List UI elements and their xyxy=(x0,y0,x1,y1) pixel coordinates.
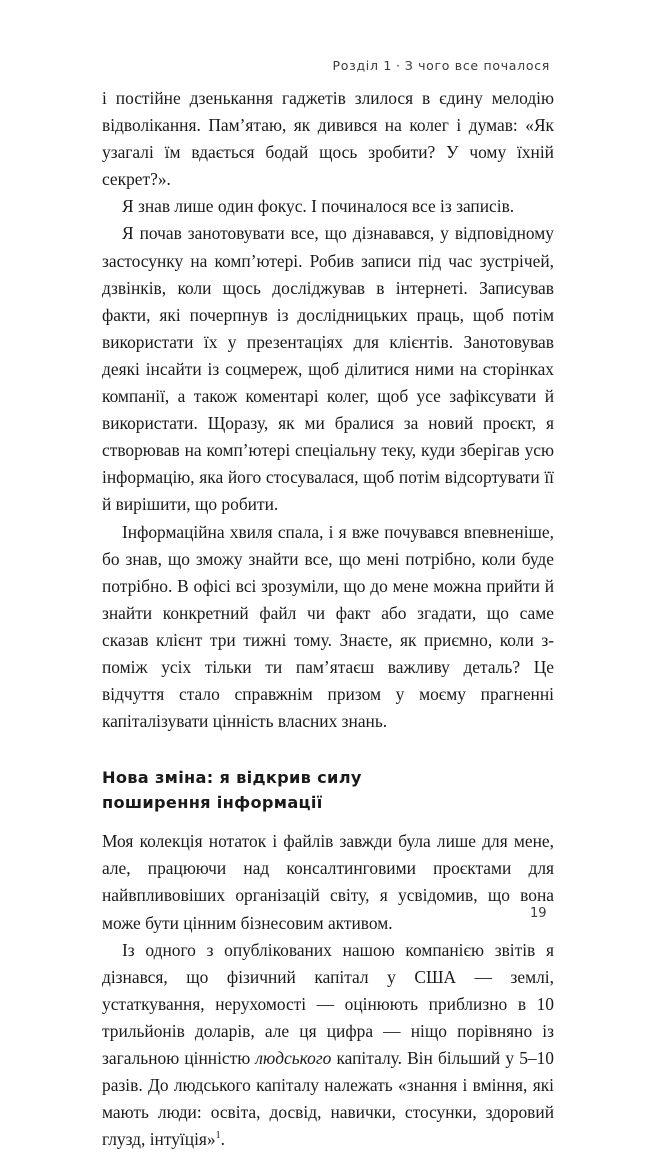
section-heading-line-1: Нова зміна: я відкрив силу xyxy=(102,768,362,788)
paragraph: Я знав лише один фокус. І починалося все із записів. xyxy=(122,196,515,217)
paragraph: Моя колекція нотаток і файлів завжди була лише для мене, але, працюючи над консалтинговими проєктами для найвпливовіших організацій світу, я усвідомив, що вона може бути цінним бізнесовим активом. xyxy=(102,831,554,933)
footnote-marker: 1 xyxy=(215,1130,221,1142)
header-separator: · xyxy=(396,58,401,73)
paragraph-continued: і постійне дзенькання гаджетів злилося в єдину мелодію відволікання. Пам’ятаю, як дивився на колег і думав: «Як узагалі їм вдається бодай щось зробити? У чому їхній секрет?». xyxy=(102,88,554,190)
section-heading-line-2: поширення інформації xyxy=(102,793,323,813)
section-heading xyxy=(102,765,554,815)
chapter-title: З чого все почалося xyxy=(404,58,550,73)
text-run: капіталу. Він більший у 5–10 разів. До людського капіталу належать «знання і вміння, які мають люди: освіта, досвід, навички, стосунки, здоровий глузд, інтуїція» xyxy=(102,1048,554,1150)
italic-word: людського xyxy=(255,1048,332,1068)
text-run: Із одного з опублікованих нашою компанією звітів я дізнався, що фізичний капітал у США — землі, устаткування, нерухомості — оцінюють приблизно в 10 трильйонів доларів, але ця цифра — ніщо порівняно із загальною цінністю xyxy=(102,939,554,1068)
body-text xyxy=(102,85,554,1153)
running-header xyxy=(333,58,550,73)
paragraph: Я почав занотовувати все, що дізнавався, у відповідному застосунку на комп’ютері. Робив записи під час зустрічей, дзвінків, коли щось досліджував в інтернеті. Записував факти, які почерпнув із дослідницьких праць, щоб потім використати їх у презентаціях для клієнтів. Занотовував деякі інсайти із соцмереж, щоб ділитися ними на сторінках компанії, а також коментарі колег, щоб усе зафіксувати й використати. Щоразу, як ми бралися за новий проєкт, я створював на комп’ютері спеціальну теку, куди зберігав усю інформацію, яка його стосувалася, щоб потім відсортувати її й вирішити, що робити. xyxy=(102,223,554,515)
page-number: 19 xyxy=(530,906,547,921)
chapter-label: Розділ 1 xyxy=(332,58,392,73)
paragraph-last xyxy=(102,937,554,1153)
paragraph: Інформаційна хвиля спала, і я вже почувався впевненіше, бо знав, що зможу знайти все, що мені потрібно, коли буде потрібно. В офісі всі зрозуміли, що до мене можна прийти й знайти конкретний файл чи факт або згадати, що саме сказав клієнт три тижні тому. Знаєте, як приємно, коли з-поміж усіх тільки ти пам’ятаєш важливу деталь? Це відчуття стало справжнім призом у моєму прагненні капіталізувати цінність власних знань. xyxy=(102,521,554,732)
text-run: . xyxy=(220,1129,225,1150)
